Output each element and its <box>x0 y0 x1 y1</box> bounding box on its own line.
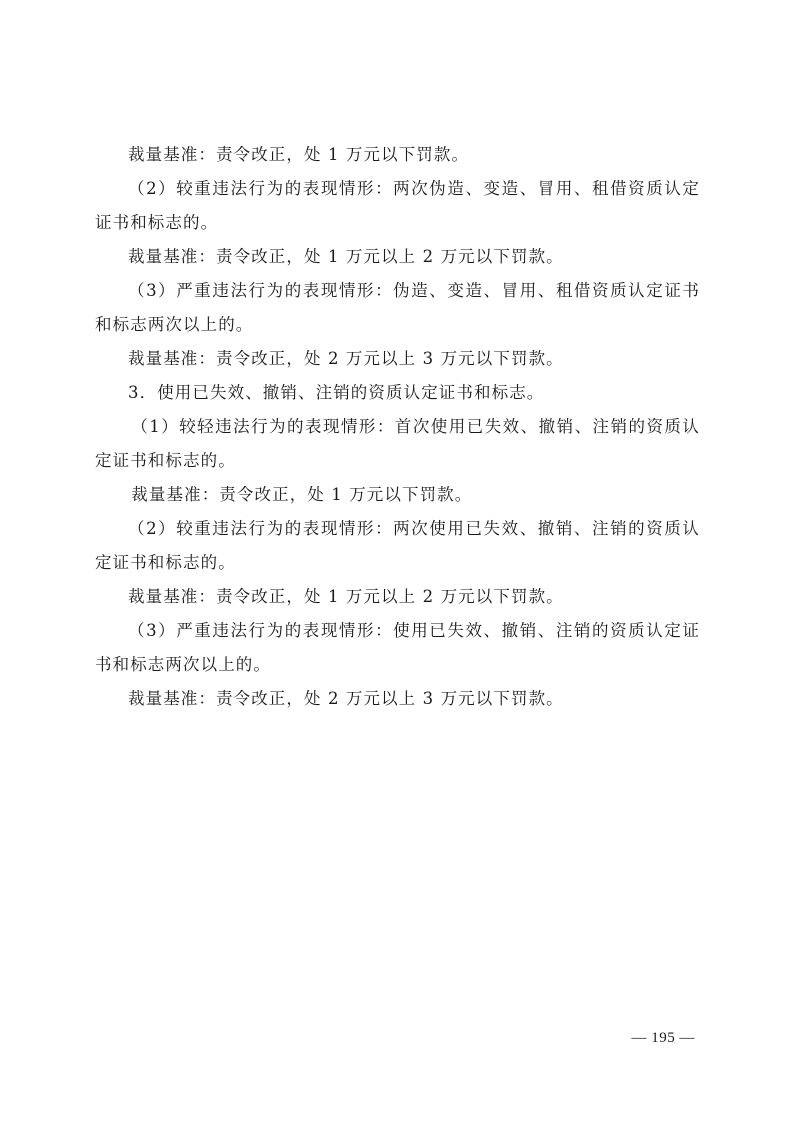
page-number: — 195 — <box>631 1030 695 1046</box>
paragraph-severe-case-1: （3）严重违法行为的表现情形：伪造、变造、冒用、租借资质认定证书和标志两次以上的。 <box>95 281 700 334</box>
paragraph-minor-case-2: （1）较轻违法行为的表现情形：首次使用已失效、撤销、注销的资质认定证书和标志的。 <box>95 417 700 470</box>
paragraph-standard-4: 裁量基准：责令改正，处 1 万元以下罚款。 <box>131 485 473 504</box>
paragraph-standard-1: 裁量基准：责令改正，处 1 万元以下罚款。 <box>128 145 470 164</box>
paragraph-standard-6: 裁量基准：责令改正，处 2 万元以上 3 万元以下罚款。 <box>128 689 564 708</box>
paragraph-serious-case-1: （2）较重违法行为的表现情形：两次伪造、变造、冒用、租借资质认定证书和标志的。 <box>95 179 700 232</box>
paragraph-standard-2: 裁量基准：责令改正，处 1 万元以上 2 万元以下罚款。 <box>128 247 564 266</box>
document-body <box>95 138 700 716</box>
paragraph-standard-5: 裁量基准：责令改正，处 1 万元以上 2 万元以下罚款。 <box>128 587 564 606</box>
paragraph-severe-case-2: （3）严重违法行为的表现情形：使用已失效、撤销、注销的资质认定证书和标志两次以上的。 <box>95 621 700 674</box>
paragraph-standard-3: 裁量基准：责令改正，处 2 万元以上 3 万元以下罚款。 <box>128 349 564 368</box>
section-heading-3: 3．使用已失效、撤销、注销的资质认定证书和标志。 <box>128 383 545 402</box>
paragraph-serious-case-2: （2）较重违法行为的表现情形：两次使用已失效、撤销、注销的资质认定证书和标志的。 <box>95 519 700 572</box>
